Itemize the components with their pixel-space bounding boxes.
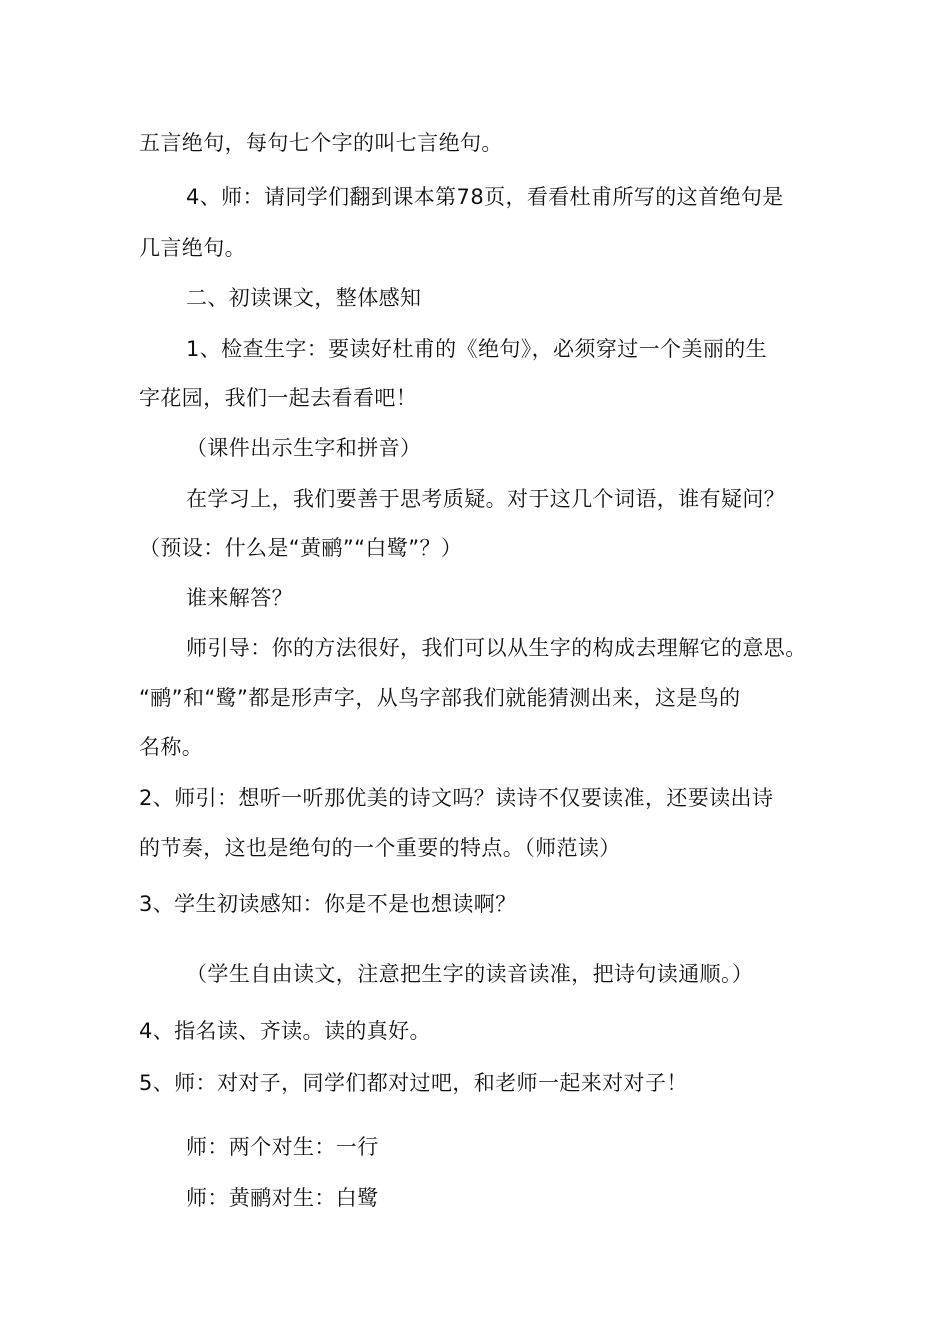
text-line: 4、师：请同学们翻到课本第78页，看看杜甫所写的这首绝句是	[186, 185, 784, 209]
text-line: （学生自由读文，注意把生字的读音读准，把诗句读通顺。）	[186, 962, 754, 986]
text-line: 五言绝句，每句七个字的叫七言绝句。	[139, 131, 503, 155]
text-line: 5、师：对对子，同学们都对过吧，和老师一起来对对子！	[139, 1071, 688, 1095]
text-line: 师：两个对生：一行	[186, 1135, 379, 1159]
text-line: 字花园，我们一起去看看吧！	[139, 386, 418, 410]
text-line: 2、师引：想听一听那优美的诗文吗？读诗不仅要读准，还要读出诗	[139, 786, 774, 810]
text-line: 师引导：你的方法很好，我们可以从生字的构成去理解它的意思。	[186, 636, 807, 660]
section-heading: 二、初读课文，整体感知	[186, 286, 422, 310]
text-line: 的节奏，这也是绝句的一个重要的特点。（师范读）	[139, 836, 621, 860]
text-line: 3、学生初读感知：你是不是也想读啊？	[139, 892, 517, 916]
text-line: “鹂”和“鹭”都是形声字，从鸟字部我们就能猜测出来，这是鸟的	[139, 686, 741, 710]
text-line: 名称。	[139, 735, 204, 759]
text-line: 谁来解答？	[186, 586, 293, 610]
text-line: 几言绝句。	[139, 236, 246, 260]
text-line: （预设：什么是“黄鹂”“白鹭”？）	[139, 536, 463, 560]
text-line: 师：黄鹂对生：白鹭	[186, 1186, 379, 1210]
text-line: 1、检查生字：要读好杜甫的《绝句》，必须穿过一个美丽的生	[186, 337, 768, 361]
text-line: 4、指名读、齐读。读的真好。	[139, 1019, 431, 1043]
text-line: 在学习上，我们要善于思考质疑。对于这几个词语，谁有疑问？	[186, 487, 786, 511]
text-line: （课件出示生字和拼音）	[186, 436, 422, 460]
